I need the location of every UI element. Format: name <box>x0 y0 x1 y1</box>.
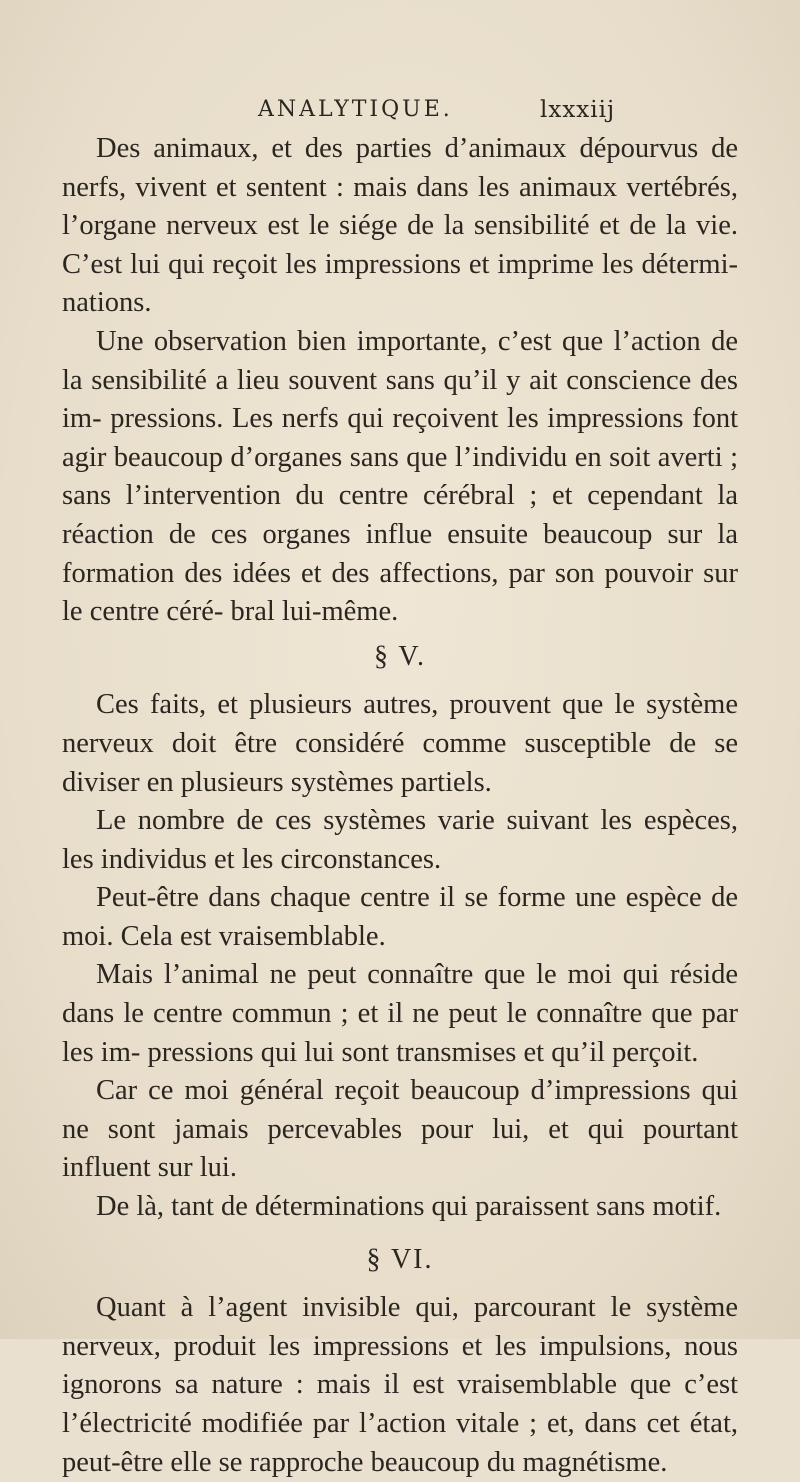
paragraph: Quant à l’agent invisible qui, parcourant le système nerveux, produit les impressions et les impulsions, nous ignorons sa nature : mais il est vraisemblable que c’est l’électricité modifiée par l’action vitale ; et, dans cet état, peut-être elle se rapproche beaucoup du magnétisme. <box>62 1292 738 1478</box>
running-head: ANALYTIQUE. <box>258 97 453 122</box>
section-heading: § VI. <box>366 1243 434 1275</box>
paragraph: Une observation bien importante, c’est que l’action de la sensibilité a lieu souvent sans qu’il y ait conscience des im- pressions. Les nerfs qui reçoivent les impressions font agir beaucoup d’organes sans que l’individu en soit averti ; sans l’intervention du centre cérébral ; et cependant la réaction de ces organes influe ensuite beaucoup sur la formation des idées et des affections, par son pouvoir sur le centre céré- bral lui-même. <box>62 325 738 628</box>
page-header <box>0 97 800 131</box>
paragraph: Ces faits, et plusieurs autres, prouvent que le système nerveux doit être considéré comme susceptible de se diviser en plusieurs systèmes partiels. <box>62 689 738 798</box>
paragraph: De là, tant de déterminations qui paraissent sans motif. <box>96 1191 722 1223</box>
paragraph: Peut-être dans chaque centre il se forme une espèce de moi. Cela est vraisemblable. <box>62 882 738 952</box>
paragraph: Des animaux, et des parties d’animaux dépourvus de nerfs, vivent et sentent : mais dans les animaux vertébrés, l’organe nerveux est le siége de la sensibilité et de la vie. C’est lui qui reçoit les impressions et imprime les détermi- nations. <box>62 133 738 319</box>
paragraph: Mais l’animal ne peut connaître que le moi qui réside dans le centre commun ; et il ne peut le connaître que par les im- pressions qui lui sont transmises et qu’il perçoit. <box>62 959 738 1068</box>
paragraph: Le nombre de ces systèmes varie suivant les espèces, les individus et les circonstances. <box>62 805 738 875</box>
body-text <box>62 130 738 1482</box>
paragraph: Car ce moi général reçoit beaucoup d’impressions qui ne sont jamais percevables pour lui, et qui pourtant influent sur lui. <box>62 1075 738 1184</box>
section-heading: § V. <box>373 640 427 672</box>
page-number: lxxxiij <box>540 97 616 123</box>
